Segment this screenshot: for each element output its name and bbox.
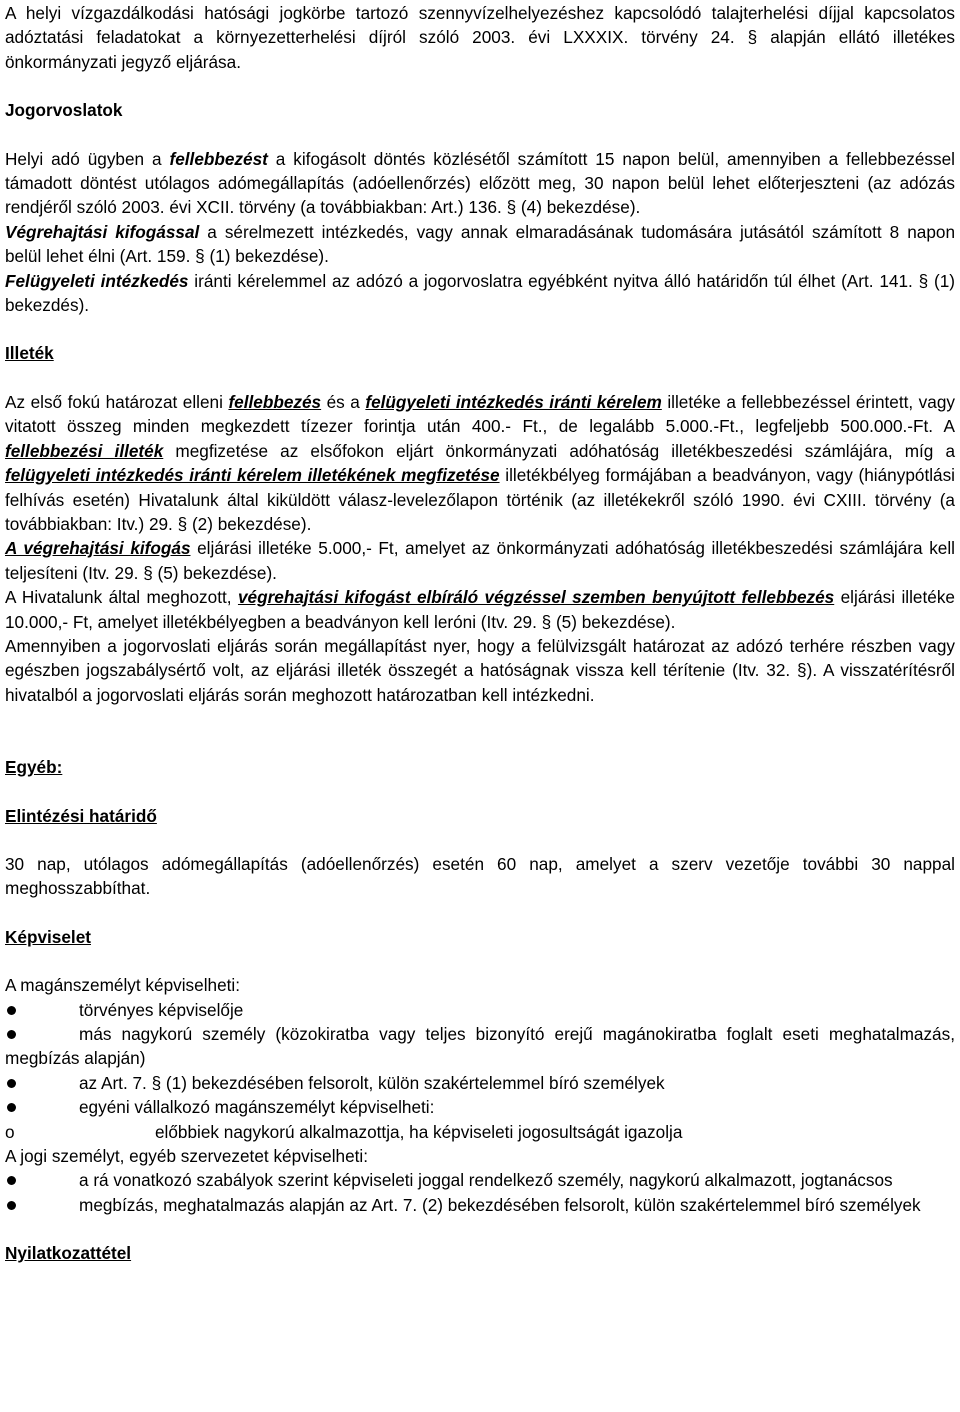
text-run: a sérelmezett intézkedés, vagy annak elmaradásának tudomására jutásától számított 8 napon belül lehet élni (Art. 159. § (1) bekezdése). bbox=[5, 221, 956, 267]
text-run: iránti kérelemmel az adózó a jogorvoslatra egyébként nyitva álló határidőn túl élhet (Art. 141. § (1) bekezdés). bbox=[5, 270, 955, 316]
illetek-paragraph-3 bbox=[5, 585, 955, 634]
emphasis-vegzes-fellebbezes: végrehajtási kifogást elbíráló végzéssel szemben benyújtott fellebbezés bbox=[237, 587, 835, 608]
bullet-icon bbox=[7, 1079, 16, 1088]
text-run: illetékbélyeg formájában a beadványon, vagy (hiánypótlási felhívás esetén) Hivatalunk által kiküldött válasz-levelezőlapon történik (az illetékekről szóló 1990. évi CXIII. törvény (a továbbiakban: Itv.) 29. § (2) bekezdése). bbox=[5, 465, 956, 534]
emphasis-felugyeleti-intezkedes: Felügyeleti intézkedés bbox=[5, 270, 189, 291]
jogorvoslat-paragraph-1 bbox=[5, 147, 955, 220]
heading-illetek: Illeték bbox=[5, 343, 54, 364]
text-run: A Hivatalunk által meghozott, bbox=[5, 587, 238, 608]
illetek-paragraph-1 bbox=[5, 390, 955, 536]
illetek-paragraph-4: Amennyiben a jogorvoslati eljárás során megállapítást nyer, hogy a felülvizsgált határozat az adózó terhére részben vagy egészben jogszabálysértő volt, az eljárási illeték összegét a hatóságnak vissza kell térítenie (Itv. 32. §). A visszatérítésről hivatalból a jogorvoslati eljárás során meghozott határozatban kell intézkedni. bbox=[5, 635, 955, 705]
list-item: törvényes képviselője bbox=[5, 998, 955, 1022]
sub-list-item bbox=[5, 1120, 955, 1144]
emphasis-kerelem-illetek-megfizetese: felügyeleti intézkedés iránti kérelem illetékének megfizetése bbox=[5, 465, 500, 486]
emphasis-vegrehajtasi-kifogassal: Végrehajtási kifogással bbox=[5, 221, 200, 242]
heading-elintezesi-hatarido: Elintézési határidő bbox=[5, 805, 157, 826]
heading-kepviselet: Képviselet bbox=[5, 926, 91, 947]
list-item: az Art. 7. § (1) bekezdésében felsorolt, külön szakértelemmel bíró személyek bbox=[5, 1071, 955, 1095]
kepviselet-intro-jogi-szemely: A jogi személyt, egyéb szervezetet képviselheti: bbox=[5, 1146, 369, 1167]
document-page bbox=[5, 1, 955, 1266]
text-run: Helyi adó ügyben a bbox=[5, 148, 170, 169]
text-run: illetéke a fellebbezéssel érintett, vagy vitatott összeg minden megkezdett tízezer forintja után 400.- Ft., de legalább 5.000.-Ft., legfeljebb 500.000.-Ft. A bbox=[5, 391, 955, 437]
intro-paragraph: A helyi vízgazdálkodási hatósági jogkörbe tartozó szennyvízelhelyezéshez kapcsolódó talajterhelési díjjal kapcsolatos adóztatási feladatokat a környezetterhelési díjról szóló 2003. évi LXXXIX. törvény 24. § alapján ellátó illetékes önkormányzati jegyző eljárása. bbox=[5, 3, 955, 72]
text-run: a kifogásolt döntés közlésétől számított 15 napon belül, amennyiben a fellebbezéssel támadott döntést utólagos adómegállapítás (adóellenőrzés) előzött meg, 30 napon belül lehet előterjeszteni (az adózás rendjéről szóló 2003. évi XCII. törvény (a továbbiakban: Art.) 136. § (4) bekezdése). bbox=[5, 148, 955, 218]
list-item: más nagykorú személy (közokiratba vagy teljes bizonyító erejű magánokiratba foglalt eseti meghatalmazás, megbízás alapján) bbox=[5, 1024, 955, 1069]
emphasis-fellebbezesi-illetek: fellebbezési illeték bbox=[5, 440, 164, 461]
bullet-icon bbox=[7, 1006, 16, 1015]
elintezesi-text: 30 nap, utólagos adómegállapítás (adóellenőrzés) esetén 60 nap, amelyet a szerv vezetője további 30 nappal meghosszabbíthat. bbox=[5, 853, 955, 899]
bullet-icon bbox=[7, 1201, 16, 1210]
list-item: egyéni vállalkozó magánszemélyt képviselheti: bbox=[5, 1095, 955, 1119]
text-run: és a bbox=[321, 391, 366, 412]
text-run: eljárási illetéke 5.000,- Ft, amelyet az önkormányzati adóhatóság illetékbeszedési számlájára kell teljesíteni (Itv. 29. § (5) bekezdése). bbox=[5, 538, 955, 583]
jogorvoslat-paragraph-2 bbox=[5, 220, 955, 269]
list-item: a rá vonatkozó szabályok szerint képviseleti joggal rendelkező személy, nagykorú alkalmazott, jogtanácsos bbox=[5, 1168, 955, 1192]
emphasis-fellebbezes: fellebbezés bbox=[228, 391, 322, 412]
heading-egyeb: Egyéb: bbox=[5, 757, 63, 778]
illetek-paragraph-2 bbox=[5, 536, 955, 585]
jogorvoslat-paragraph-3 bbox=[5, 269, 955, 318]
emphasis-vegrehajtasi-kifogas: A végrehajtási kifogás bbox=[5, 538, 191, 559]
text-run: eljárási illetéke 10.000,- Ft, amelyet illetékbélyegben a beadványon kell leróni (Itv. 29. § (5) bekezdése). bbox=[5, 587, 955, 632]
heading-nyilatkozattetel: Nyilatkozattétel bbox=[5, 1243, 132, 1264]
emphasis-fellebbezest: fellebbezést bbox=[169, 148, 268, 169]
emphasis-felugyeleti-kerelem: felügyeleti intézkedés iránti kérelem bbox=[365, 391, 662, 412]
sub-list-text: előbbiek nagykorú alkalmazottja, ha képviseleti jogosultságát igazolja bbox=[155, 1121, 683, 1142]
bullet-icon bbox=[7, 1030, 16, 1039]
heading-jogorvoslatok: Jogorvoslatok bbox=[5, 100, 123, 121]
list-item: megbízás, meghatalmazás alapján az Art. 7. (2) bekezdésében felsorolt, külön szakértelemmel bíró személyek bbox=[5, 1193, 955, 1217]
text-run: Az első fokú határozat elleni bbox=[5, 391, 229, 412]
text-run: megfizetése az elsőfokon eljárt önkormányzati adóhatóság illetékbeszedési számlájára, míg a bbox=[163, 440, 956, 461]
sub-bullet-marker: o bbox=[5, 1121, 15, 1142]
kepviselet-intro-maganszemely: A magánszemélyt képviselheti: bbox=[5, 975, 241, 996]
